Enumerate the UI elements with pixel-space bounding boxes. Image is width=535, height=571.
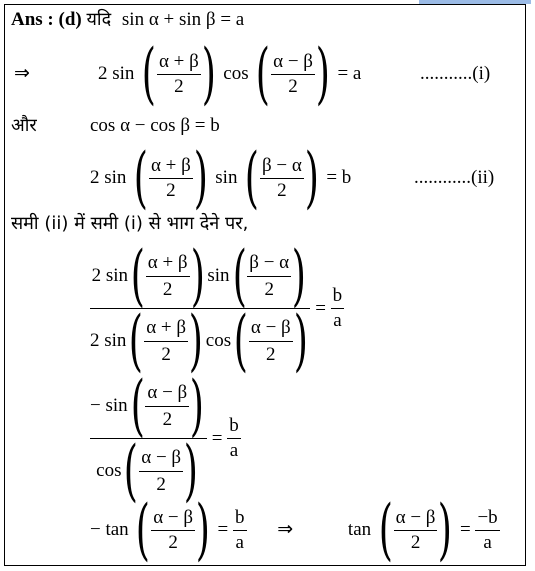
eq1-coef: 2 sin <box>98 63 135 84</box>
if-word: यदि <box>86 9 112 30</box>
eq2-coef: 2 sin <box>90 167 127 188</box>
final-lhs-func: − tan <box>90 519 129 540</box>
eq2-rhs: = b <box>326 167 352 188</box>
eq2-func2: sin <box>215 167 238 188</box>
eq1-func2: cos <box>223 63 249 84</box>
ratio2-fraction: − sin( $\frac{\alpha - \beta}{2}$ ) cos( $\frac{\alpha - \beta}{2}$ ) <box>90 376 207 501</box>
final-result-frac: $\frac{\alpha - \beta}{2}$ <box>395 506 436 553</box>
final-result-func: tan <box>347 519 372 540</box>
eq2-frac-2: $\frac{\beta - \alpha}{2}$ <box>261 154 302 201</box>
ratio-rhs: $\frac{b}{a}$ <box>332 285 343 331</box>
final-lhs-frac: $\frac{\alpha - \beta}{2}$ <box>153 506 194 553</box>
eq1-frac-1: $\frac{\alpha + \beta}{2}$ <box>158 50 199 97</box>
eq1-tag: ...........(i) <box>420 63 491 84</box>
given-equation: sin α + sin β = a <box>121 9 245 30</box>
ratio-equation <box>90 237 344 379</box>
ratio-fraction: 2 sin( $\frac{\alpha + \beta}{2}$ ) sin( $\frac{\beta - \alpha}{2}$ ) 2 sin( $\frac{\alpha + \beta}{2}$ ) cos( $\frac{\alpha - \beta}{2}$ ) <box>90 246 310 371</box>
eq1-frac-2: $\frac{\alpha - \beta}{2}$ <box>273 50 313 97</box>
equation-2: 2 sin ( $\frac{\alpha + \beta}{2}$ ) sin ( $\frac{\beta - \alpha}{2}$ ) = b <box>90 139 352 216</box>
ratio2-equation <box>90 367 241 509</box>
ratio-equals: = <box>315 297 326 319</box>
final-implies: ⇒ <box>277 519 294 540</box>
division-text: समी (ii) में समी (i) से भाग देने पर, <box>11 213 249 234</box>
ratio2-rhs: $\frac{b}{a}$ <box>229 415 239 461</box>
eq1-rhs: = a <box>337 63 362 84</box>
eq2-frac-1: $\frac{\alpha + \beta}{2}$ <box>150 154 191 201</box>
and-equation: cos α − cos β = b <box>90 115 220 136</box>
ratio2-equals: = <box>211 427 223 449</box>
answer-line <box>11 8 244 32</box>
equation-1: 2 sin ( $\frac{\alpha + \beta}{2}$ ) cos ( $\frac{\alpha - \beta}{2}$ ) = a <box>98 35 362 112</box>
final-result-rhs: $\frac{-b}{a}$ <box>477 506 498 553</box>
implies-arrow: ⇒ <box>14 63 30 84</box>
and-word: और <box>11 115 37 136</box>
and-line <box>11 114 37 138</box>
final-lhs-rhs: $\frac{b}{a}$ <box>235 506 245 553</box>
answer-label: Ans : (d) <box>11 9 82 30</box>
equation-1-row <box>14 44 30 104</box>
final-equation: − tan ( $\frac{\alpha - \beta}{2}$ ) = $\frac{b}{a}$ ⇒ tan ( $\frac{\alpha - \beta}{2}$ ) = $\frac{-b}{a}$ <box>90 491 498 568</box>
eq2-tag: ............(ii) <box>414 167 495 188</box>
